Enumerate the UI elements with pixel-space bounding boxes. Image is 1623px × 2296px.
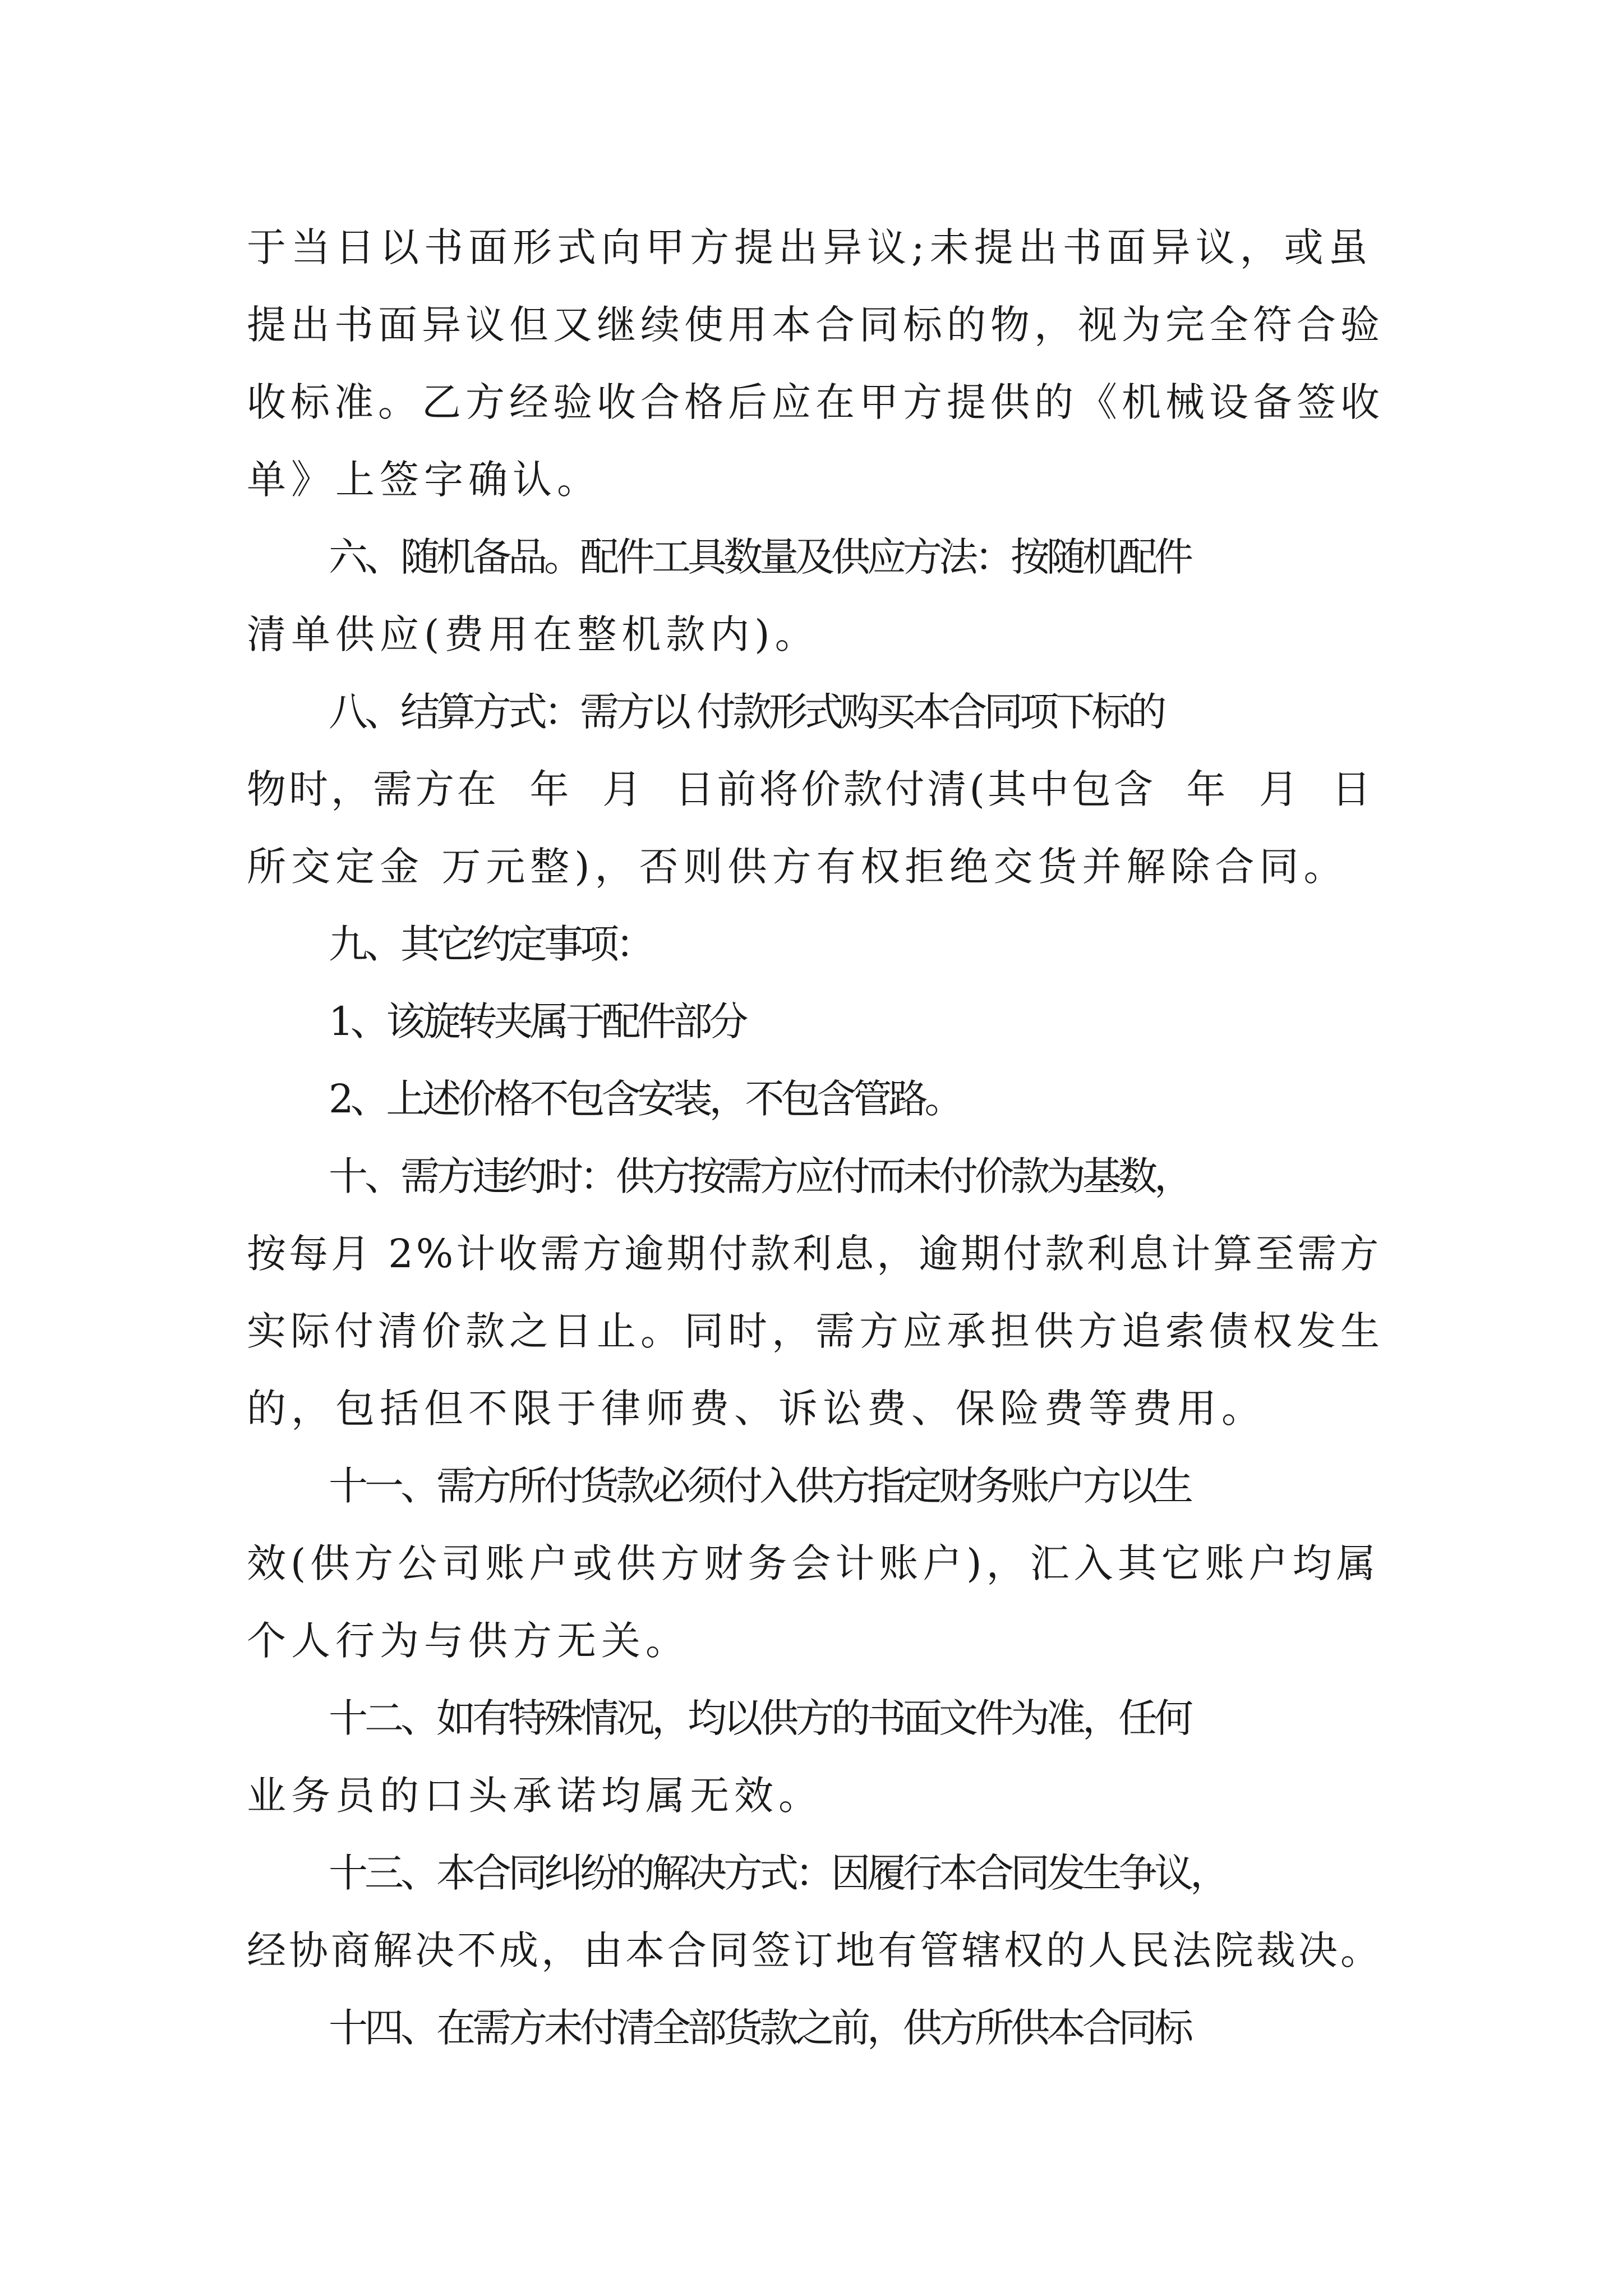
paragraph-line: 十一、需方所付货款必须付入供方指定财务账户方以生 [329,1463,1190,1509]
paragraph-line: 十四、在需方未付清全部货款之前，供方所供本合同标 [329,2005,1190,2051]
paragraph-line: 十、需方违约时：供方按需方应付而未付价款为基数， [329,1153,1190,1199]
paragraph-line: 经协商解决不成，由本合同签订地有管辖权的人民法院裁决。 [247,1927,1382,1973]
paragraph-line: 十三、本合同纠纷的解决方式：因履行本合同发生争议， [329,1850,1226,1896]
paragraph-line: 业务员的口头承诺均属无效。 [247,1773,823,1819]
paragraph-line: 1、该旋转夹属于配件部分 [329,999,745,1045]
paragraph-line: 清单供应(费用在整机款内)。 [247,611,819,657]
paragraph-line: 实际付清价款之日止。同时，需方应承担供方追索债权发生 [247,1308,1384,1354]
paragraph-line: 按每月 2%计收需方逾期付款利息，逾期付款利息计算至需方 [247,1231,1382,1277]
paragraph-line: 效(供方公司账户或供方财务会计账户)，汇入其它账户均属 [247,1540,1380,1586]
paragraph-line: 八、结算方式：需方以 付款形式购买本合同项下标的 [329,689,1164,735]
paragraph-line: 六、随机备品。配件工具数量及供应方法：按随机配件 [329,534,1190,580]
paragraph-line: 于当日以书面形式向甲方提出异议;未提出书面异议，或虽 [247,224,1373,270]
paragraph-line: 单》上签字确认。 [247,457,601,503]
paragraph-line: 的，包括但不限于律师费、诉讼费、保险费等费用。 [247,1386,1266,1432]
paragraph-line: 个人行为与供方无关。 [247,1618,690,1664]
paragraph-line: 收标准。乙方经验收合格后应在甲方提供的《机械设备签收 [247,379,1384,425]
paragraph-line: 十二、如有特殊情况，均以供方的书面文件为准，任何 [329,1695,1190,1741]
paragraph-line: 2、上述价格不包含安装，不包含管路。 [329,1076,961,1122]
paragraph-line: 物时，需方在 年 月 日前将价款付清(其中包含 年 月 日 [247,766,1374,812]
paragraph-line: 所交定金 万元整)，否则供方有权拒绝交货并解除合同。 [247,844,1348,890]
paragraph-line: 提出书面异议但又继续使用本合同标的物，视为完全符合验 [247,302,1384,348]
paragraph-line: 九、其它约定事项： [329,921,652,967]
